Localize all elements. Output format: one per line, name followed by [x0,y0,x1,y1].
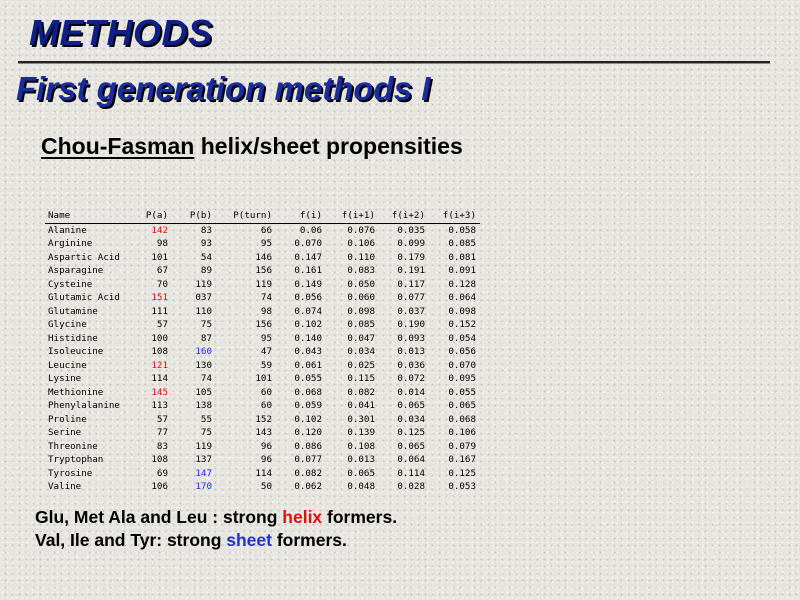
amino-acid-name: Glutamic Acid [48,292,120,303]
table-cell: 0.179 [397,251,425,263]
table-cell: 0.013 [347,454,375,465]
table-cell: 0.147 [294,251,322,263]
table-cell: 0.035 [397,224,425,236]
table-cell: 70 [156,278,168,290]
table-cell: 114 [151,373,168,384]
table-row [45,413,480,427]
table-cell: 77 [156,427,168,438]
table-cell: 111 [151,305,168,317]
table-cell: 106 [151,481,168,492]
amino-acid-name: Methionine [48,386,104,398]
table-cell: 100 [151,332,168,344]
table-row [45,372,480,386]
table-cell: 0.013 [397,346,425,357]
table-cell: 110 [195,305,212,317]
table-cell: 0.055 [448,386,476,398]
table-cell: 113 [151,400,168,411]
table-row [45,453,480,467]
table-cell: 0.065 [397,400,425,411]
table-row [45,386,480,400]
table-cell: 119 [255,278,272,290]
table-cell: 0.077 [294,454,322,465]
table-cell: 119 [195,278,212,290]
table-row [45,237,480,251]
table-cell: 101 [255,373,272,384]
table-cell: 101 [151,251,168,263]
table-row [45,278,480,292]
table-cell: 146 [255,251,272,263]
table-cell: 75 [200,427,212,438]
table-cell: 0.301 [347,413,375,425]
column-header: P(turn) [212,209,272,223]
title-divider [18,61,770,64]
table-body [45,223,480,494]
table-header-row [45,209,480,223]
table-cell: 0.108 [347,440,375,452]
column-header: f(i) [272,209,322,223]
table-cell: 50 [260,481,272,492]
table-cell: 0.064 [397,454,425,465]
table-cell: 0.034 [397,413,425,425]
table-cell: 0.061 [294,359,322,371]
table-row [45,251,480,265]
table-cell: 0.083 [347,265,375,276]
table-cell: 156 [255,265,272,276]
amino-acid-name: Histidine [48,332,98,344]
table-cell: 0.041 [347,400,375,411]
table-cell: 0.070 [294,238,322,249]
table-cell: 0.125 [397,427,425,438]
table-cell: 130 [195,359,212,371]
amino-acid-name: Phenylalanine [48,400,120,411]
amino-acid-name: Asparagine [48,265,104,276]
table-cell: 0.077 [397,292,425,303]
table-row [45,345,480,359]
table-cell: 0.064 [448,292,476,303]
amino-acid-name: Alanine [48,224,87,236]
table-cell: 0.125 [448,467,476,479]
table-cell: 98 [260,305,272,317]
table-cell: 0.098 [448,305,476,317]
table-cell: 0.053 [448,481,476,492]
page-title: METHODS [29,12,213,53]
table-cell: 0.068 [294,386,322,398]
table-cell: 0.082 [347,386,375,398]
caption-rest: helix/sheet propensities [194,133,463,159]
table-cell: 0.098 [347,305,375,317]
table-cell: 0.068 [448,413,476,425]
table-cell: 0.037 [397,305,425,317]
helix-keyword: helix [282,507,323,527]
table-cell: 0.014 [397,386,425,398]
table-cell: 95 [260,238,272,249]
amino-acid-name: Tryptophan [48,454,104,465]
table-cell: 0.081 [448,251,476,263]
table-cell: 0.025 [347,359,375,371]
table-cell: 0.043 [294,346,322,357]
table-cell: 0.120 [294,427,322,438]
table-cell: 0.050 [347,278,375,290]
table-row [45,426,480,440]
table-cell: 119 [195,440,212,452]
table-cell: 96 [260,454,272,465]
table-cell: 0.074 [294,305,322,317]
table-cell: 0.048 [347,481,375,492]
amino-acid-name: Proline [48,413,87,425]
table-cell: 95 [260,332,272,344]
table-cell: 0.106 [448,427,476,438]
table-cell: 0.056 [294,292,322,303]
table-cell: 0.076 [347,224,375,236]
table-cell: 87 [200,332,212,344]
table-cell: 74 [200,373,212,384]
table-row [45,440,480,454]
table-row [45,467,480,481]
table-row [45,264,480,278]
sheet-note-end: formers. [271,530,347,550]
table-cell: 143 [255,427,272,438]
table-cell: 47 [260,346,272,357]
table-row [45,399,480,413]
table-row [45,318,480,332]
table-cell: 57 [156,413,168,425]
table-cell: 0.065 [347,467,375,479]
table-cell: 145 [151,386,168,398]
table-cell: 0.106 [347,238,375,249]
table-row [45,305,480,319]
sheet-keyword: sheet [226,530,272,550]
table-cell: 60 [260,386,272,398]
table-cell: 0.059 [294,400,322,411]
table-cell: 137 [195,454,212,465]
table-cell: 0.060 [347,292,375,303]
column-header: P(b) [168,209,212,223]
table-cell: 0.110 [347,251,375,263]
table-cell: 93 [200,238,212,249]
table-cell: 67 [156,265,168,276]
table-cell: 108 [151,454,168,465]
table-cell: 74 [260,292,272,303]
table-cell: 160 [195,346,212,357]
table-cell: 0.140 [294,332,322,344]
table-cell: 0.128 [448,278,476,290]
table-row [45,223,480,237]
helix-note [35,507,397,528]
table-cell: 152 [255,413,272,425]
table-cell: 0.152 [448,319,476,330]
sheet-note-text: Val, Ile and Tyr: strong [35,530,227,550]
amino-acid-name: Leucine [48,359,87,371]
caption-method-name: Chou-Fasman [41,133,195,159]
table-cell: 0.082 [294,467,322,479]
table-row [45,291,480,305]
table-cell: 89 [200,265,212,276]
table-cell: 0.036 [397,359,425,371]
amino-acid-name: Threonine [48,440,98,452]
table-cell: 0.054 [448,332,476,344]
amino-acid-name: Serine [48,427,82,438]
table-cell: 0.114 [397,467,425,479]
table-cell: 96 [260,440,272,452]
table-cell: 0.117 [397,278,425,290]
table-cell: 0.06 [299,224,322,236]
amino-acid-name: Glutamine [48,305,98,317]
table-cell: 0.072 [397,373,425,384]
amino-acid-name: Arginine [48,238,93,249]
table-cell: 69 [156,467,168,479]
table-cell: 57 [156,319,168,330]
amino-acid-name: Lysine [48,373,82,384]
table-row [45,332,480,346]
table-cell: 170 [195,481,212,492]
table-cell: 98 [156,238,168,249]
table-cell: 121 [151,359,168,371]
amino-acid-name: Tyrosine [48,467,93,479]
table-cell: 0.102 [294,319,322,330]
table-cell: 54 [200,251,212,263]
table-cell: 0.095 [448,373,476,384]
table-cell: 0.149 [294,278,322,290]
table-cell: 0.161 [294,265,322,276]
table-cell: 0.099 [397,238,425,249]
amino-acid-name: Isoleucine [48,346,104,357]
table-cell: 156 [255,319,272,330]
amino-acid-name: Aspartic Acid [48,251,120,263]
column-header: f(i+1) [322,209,375,223]
table-cell: 0.055 [294,373,322,384]
table-cell: 0.139 [347,427,375,438]
table-cell: 0.062 [294,481,322,492]
table-row [45,480,480,494]
table-cell: 0.190 [397,319,425,330]
table-cell: 59 [260,359,272,371]
column-header: f(i+2) [375,209,425,223]
table-cell: 0.065 [397,440,425,452]
column-header: f(i+3) [425,209,480,223]
table-cell: 0.085 [347,319,375,330]
table-cell: 0.093 [397,332,425,344]
sheet-note [35,530,347,551]
table-cell: 105 [195,386,212,398]
table-cell: 138 [195,400,212,411]
table-row [45,359,480,373]
column-header: Name [45,209,140,223]
table-caption [41,133,463,160]
table-cell: 0.065 [448,400,476,411]
table-cell: 0.191 [397,265,425,276]
table-cell: 83 [156,440,168,452]
table-cell: 66 [260,224,272,236]
table-cell: 0.070 [448,359,476,371]
table-cell: 60 [260,400,272,411]
table-cell: 114 [255,467,272,479]
table-cell: 0.058 [448,224,476,236]
table-cell: 75 [200,319,212,330]
helix-note-end: formers. [322,507,398,527]
table-cell: 142 [151,224,168,236]
propensity-table [45,209,480,494]
table-cell: 0.086 [294,440,322,452]
table-cell: 83 [200,224,212,236]
column-header: P(a) [140,209,168,223]
table-cell: 0.056 [448,346,476,357]
table-cell: 0.079 [448,440,476,452]
amino-acid-name: Cysteine [48,278,93,290]
table-cell: 0.115 [347,373,375,384]
amino-acid-name: Glycine [48,319,87,330]
table-cell: 0.102 [294,413,322,425]
table-cell: 147 [195,467,212,479]
table-cell: 108 [151,346,168,357]
table-cell: 0.047 [347,332,375,344]
amino-acid-name: Valine [48,481,82,492]
table-cell: 151 [151,292,168,303]
table-cell: 0.034 [347,346,375,357]
section-title: First generation methods I [16,70,431,107]
table-cell: 037 [195,292,212,303]
table-cell: 0.028 [397,481,425,492]
table-cell: 0.167 [448,454,476,465]
table-cell: 0.091 [448,265,476,276]
table-cell: 0.085 [448,238,476,249]
table-cell: 55 [200,413,212,425]
helix-note-text: Glu, Met Ala and Leu : strong [35,507,283,527]
